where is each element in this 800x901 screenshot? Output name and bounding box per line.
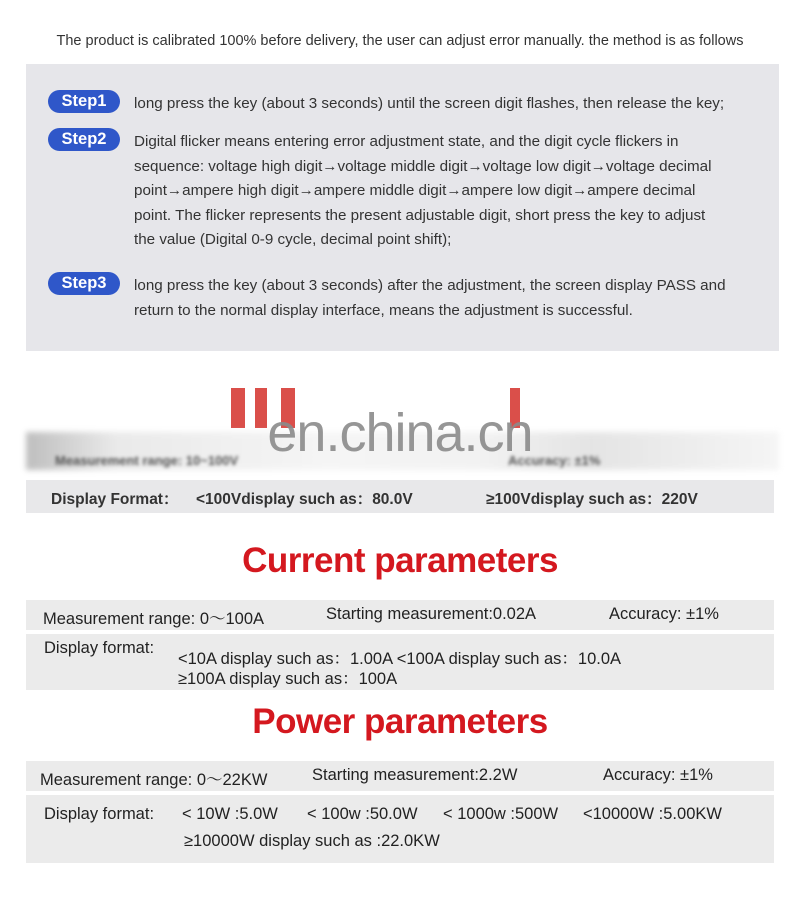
power-accuracy: Accuracy: ±1% [603,766,713,784]
power-format-c: < 1000w :500W [443,805,559,823]
current-format-line1: <10A display such as：1.00A <100A display such as：10.0A [178,650,622,668]
power-format-row [26,795,774,863]
power-range: Measurement range: 0～22KW [40,771,268,789]
power-format-label: Display format: [44,805,155,823]
step-2-badge: Step2 [48,128,120,151]
step-2-text: Digital flicker means entering error adjustment state, and the digit cycle flickers in sequence: voltage high digit→voltage middle digit→voltage low digit→voltage decimal point→ampere high digit→ampere middle digit→ampere low digit→ampere decimal point. The flicker represents the present adjustable digit, short press the key to adjust the value (Digital 0-9 cycle, decimal point shift); [134,133,712,248]
voltage-format-label: Display Format： [51,491,179,508]
power-title: Power parameters [252,702,548,741]
voltage-accuracy-blurred: Accuracy: ±1% [508,453,601,468]
step-3-badge: Step3 [48,272,120,295]
current-start: Starting measurement:0.02A [326,605,537,623]
step-2 [48,130,761,253]
current-specs-row [26,600,774,630]
power-specs-row [26,761,774,791]
voltage-format-a: <100Vdisplay such as：80.0V [196,491,413,508]
intro-text: The product is calibrated 100% before delivery, the user can adjust error manually. the method is as follows [56,33,744,49]
steps-panel [26,64,779,351]
voltage-format-b: ≥100Vdisplay such as：220V [486,491,698,508]
power-format-a: < 10W :5.0W [182,805,278,823]
current-format-label: Display format: [44,639,155,657]
watermark: en.china.cn [267,403,533,463]
voltage-display-format [26,480,774,513]
step-1-badge: Step1 [48,90,120,113]
power-format-d: <10000W :5.00KW [583,805,722,823]
step-3 [48,274,761,323]
step-3-text: long press the key (about 3 seconds) after the adjustment, the screen display PASS and return to the normal display interface, means the adjustment is successful. [134,277,726,319]
voltage-range-blurred: Measurement range: 10~100V [55,453,239,468]
current-format-row [26,634,774,690]
power-format-b: < 100w :50.0W [307,805,418,823]
current-format-line2: ≥100A display such as：100A [178,670,398,688]
current-accuracy: Accuracy: ±1% [609,605,719,623]
power-start: Starting measurement:2.2W [312,766,518,784]
step-1-text: long press the key (about 3 seconds) until the screen digit flashes, then release the key; [134,95,725,112]
power-format-line2: ≥10000W display such as :22.0KW [184,832,440,850]
current-range: Measurement range: 0～100A [43,610,265,628]
step-1 [48,92,761,117]
current-title: Current parameters [242,541,558,580]
